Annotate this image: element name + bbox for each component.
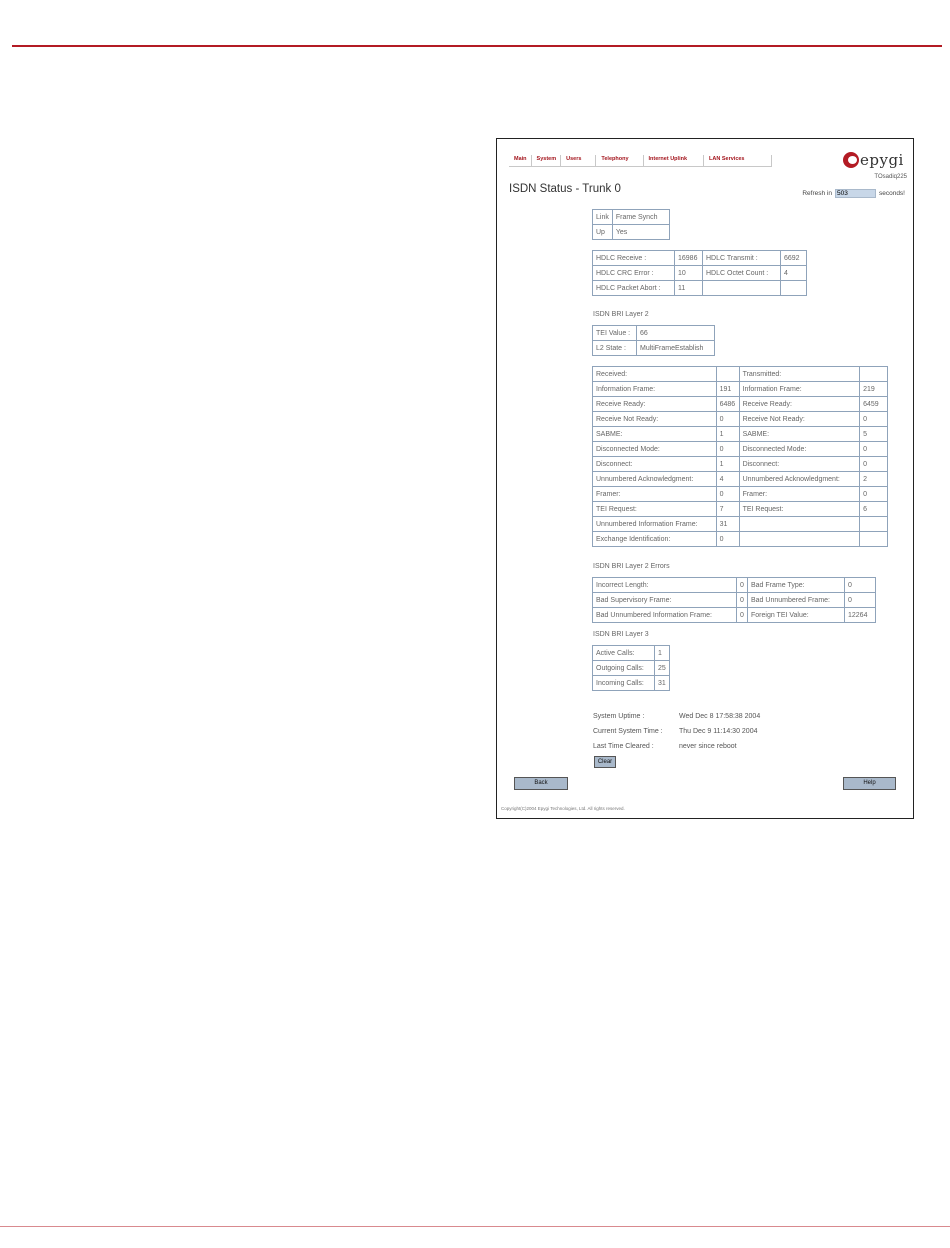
table-cell: Disconnect: — [593, 457, 717, 472]
table-cell: Bad Unnumbered Frame: — [748, 593, 845, 608]
table-cell: 31 — [655, 676, 670, 691]
refresh-prefix: Refresh in — [802, 190, 832, 197]
table-cell: 6 — [860, 502, 888, 517]
logo-mark-icon — [843, 152, 859, 168]
table-cell: Disconnected Mode: — [593, 442, 717, 457]
table-cell: MultiFrameEstablish — [637, 341, 715, 356]
table-cell: Bad Unnumbered Information Frame: — [593, 608, 737, 623]
table-cell: 10 — [675, 266, 703, 281]
screenshot-frame — [496, 138, 914, 819]
table-cell — [739, 532, 860, 547]
menu-item-system[interactable]: System — [532, 155, 562, 166]
menu-item-main[interactable]: Main — [509, 155, 532, 166]
table-cell: 1 — [716, 427, 739, 442]
table-row — [593, 210, 670, 225]
table-cell: 219 — [860, 382, 888, 397]
table-cell: HDLC Receive : — [593, 251, 675, 266]
table-cell: HDLC Transmit : — [703, 251, 781, 266]
table-cell: Information Frame: — [739, 382, 860, 397]
last-time-cleared-label: Last Time Cleared : — [593, 743, 654, 750]
table-row — [593, 341, 715, 356]
layer2-errors-section-title: ISDN BRI Layer 2 Errors — [593, 563, 670, 570]
table-cell: 12264 — [845, 608, 876, 623]
table-cell — [716, 367, 739, 382]
table-row — [593, 266, 807, 281]
table-cell: 1 — [655, 646, 670, 661]
table-cell: HDLC CRC Error : — [593, 266, 675, 281]
table-cell — [860, 532, 888, 547]
menu-item-users[interactable]: Users — [561, 155, 596, 166]
table-cell: 0 — [716, 412, 739, 427]
table-cell: 11 — [675, 281, 703, 296]
table-cell: 0 — [737, 593, 748, 608]
table-cell: Unnumbered Acknowledgment: — [593, 472, 717, 487]
table-row — [593, 472, 888, 487]
link-status-table — [592, 209, 670, 240]
hostname: TOsadiq225 — [874, 174, 907, 180]
epygi-logo — [843, 151, 904, 169]
table-cell: Frame Synch — [612, 210, 669, 225]
table-cell: 0 — [716, 487, 739, 502]
table-cell: Transmitted: — [739, 367, 860, 382]
refresh-interval-input[interactable] — [835, 189, 876, 198]
table-row — [593, 427, 888, 442]
table-cell: 31 — [716, 517, 739, 532]
last-time-cleared-value: never since reboot — [679, 743, 737, 750]
table-cell: 4 — [781, 266, 807, 281]
current-system-time-value: Thu Dec 9 11:14:30 2004 — [679, 728, 758, 735]
table-row — [593, 578, 876, 593]
table-cell: Unnumbered Acknowledgment: — [739, 472, 860, 487]
table-row — [593, 676, 670, 691]
hdlc-table — [592, 250, 807, 296]
system-uptime-value: Wed Dec 8 17:58:38 2004 — [679, 713, 761, 720]
table-cell: Bad Supervisory Frame: — [593, 593, 737, 608]
table-cell: TEI Request: — [593, 502, 717, 517]
table-cell — [781, 281, 807, 296]
table-cell — [703, 281, 781, 296]
refresh-suffix: seconds! — [878, 190, 905, 197]
table-cell: 0 — [860, 457, 888, 472]
table-cell: 6459 — [860, 397, 888, 412]
refresh-control — [802, 189, 905, 198]
table-cell: Receive Ready: — [593, 397, 717, 412]
table-cell: 4 — [716, 472, 739, 487]
table-cell: Unnumbered Information Frame: — [593, 517, 717, 532]
table-row — [593, 412, 888, 427]
page-header-rule — [12, 45, 942, 47]
table-row — [593, 646, 670, 661]
table-row — [593, 225, 670, 240]
table-cell: 5 — [860, 427, 888, 442]
table-cell: 0 — [845, 578, 876, 593]
table-cell: 0 — [716, 532, 739, 547]
table-cell: TEI Request: — [739, 502, 860, 517]
table-row — [593, 608, 876, 623]
table-row — [593, 457, 888, 472]
table-row — [593, 532, 888, 547]
system-uptime-label: System Uptime : — [593, 713, 645, 720]
table-cell: Incorrect Length: — [593, 578, 737, 593]
table-cell: Disconnected Mode: — [739, 442, 860, 457]
table-cell: 16986 — [675, 251, 703, 266]
menu-item-internet-uplink[interactable]: Internet Uplink — [644, 155, 705, 166]
table-row — [593, 397, 888, 412]
table-cell: 7 — [716, 502, 739, 517]
table-cell: 0 — [860, 412, 888, 427]
table-cell: 0 — [860, 487, 888, 502]
table-cell — [860, 367, 888, 382]
table-cell: 6692 — [781, 251, 807, 266]
current-system-time-label: Current System Time : — [593, 728, 663, 735]
menu-item-telephony[interactable]: Telephony — [596, 155, 643, 166]
table-row — [593, 367, 888, 382]
table-cell: Receive Not Ready: — [739, 412, 860, 427]
table-cell: Information Frame: — [593, 382, 717, 397]
table-cell: 0 — [860, 442, 888, 457]
table-cell: SABME: — [739, 427, 860, 442]
table-row — [593, 502, 888, 517]
table-cell: Framer: — [593, 487, 717, 502]
table-cell: Link — [593, 210, 613, 225]
table-row — [593, 281, 807, 296]
table-cell: Receive Ready: — [739, 397, 860, 412]
table-cell: Foreign TEI Value: — [748, 608, 845, 623]
table-cell: 25 — [655, 661, 670, 676]
table-cell — [739, 517, 860, 532]
table-row — [593, 487, 888, 502]
menu-item-lan-services[interactable]: LAN Services — [704, 155, 771, 166]
table-cell: 0 — [737, 578, 748, 593]
table-row — [593, 251, 807, 266]
help-button[interactable]: Help — [843, 777, 896, 790]
table-row — [593, 661, 670, 676]
table-cell: Framer: — [739, 487, 860, 502]
table-cell: 1 — [716, 457, 739, 472]
tei-table — [592, 325, 715, 356]
layer3-section-title: ISDN BRI Layer 3 — [593, 631, 649, 638]
page-footer-rule — [0, 1226, 950, 1227]
calls-table — [592, 645, 670, 691]
table-row — [593, 442, 888, 457]
logo-text: epygi — [860, 151, 904, 169]
main-menu — [509, 155, 772, 167]
layer2-section-title: ISDN BRI Layer 2 — [593, 311, 649, 318]
clear-button[interactable]: Clear — [594, 756, 616, 768]
table-cell: 0 — [716, 442, 739, 457]
table-row — [593, 326, 715, 341]
page-title: ISDN Status - Trunk 0 — [509, 183, 621, 195]
table-cell: Up — [593, 225, 613, 240]
table-cell: Yes — [612, 225, 669, 240]
table-cell: 6486 — [716, 397, 739, 412]
table-cell: HDLC Packet Abort : — [593, 281, 675, 296]
table-cell: 66 — [637, 326, 715, 341]
table-cell: Active Calls: — [593, 646, 655, 661]
table-row — [593, 517, 888, 532]
table-cell: 0 — [737, 608, 748, 623]
table-cell: Bad Frame Type: — [748, 578, 845, 593]
table-cell: TEI Value : — [593, 326, 637, 341]
table-cell: SABME: — [593, 427, 717, 442]
table-cell: Incoming Calls: — [593, 676, 655, 691]
layer2-errors-table — [592, 577, 876, 623]
table-cell: HDLC Octet Count : — [703, 266, 781, 281]
table-cell — [860, 517, 888, 532]
table-cell: Exchange Identification: — [593, 532, 717, 547]
table-cell: 0 — [845, 593, 876, 608]
table-cell: Outgoing Calls: — [593, 661, 655, 676]
table-cell: Received: — [593, 367, 717, 382]
table-cell: 2 — [860, 472, 888, 487]
table-row — [593, 382, 888, 397]
table-cell: Receive Not Ready: — [593, 412, 717, 427]
frames-table — [592, 366, 888, 547]
table-cell: L2 State : — [593, 341, 637, 356]
table-cell: Disconnect: — [739, 457, 860, 472]
table-row — [593, 593, 876, 608]
copyright-text: Copyright(C)2004 Epygi Technologies, Ltd. All rights reserved. — [501, 806, 625, 811]
table-cell: 191 — [716, 382, 739, 397]
back-button[interactable]: Back — [514, 777, 568, 790]
